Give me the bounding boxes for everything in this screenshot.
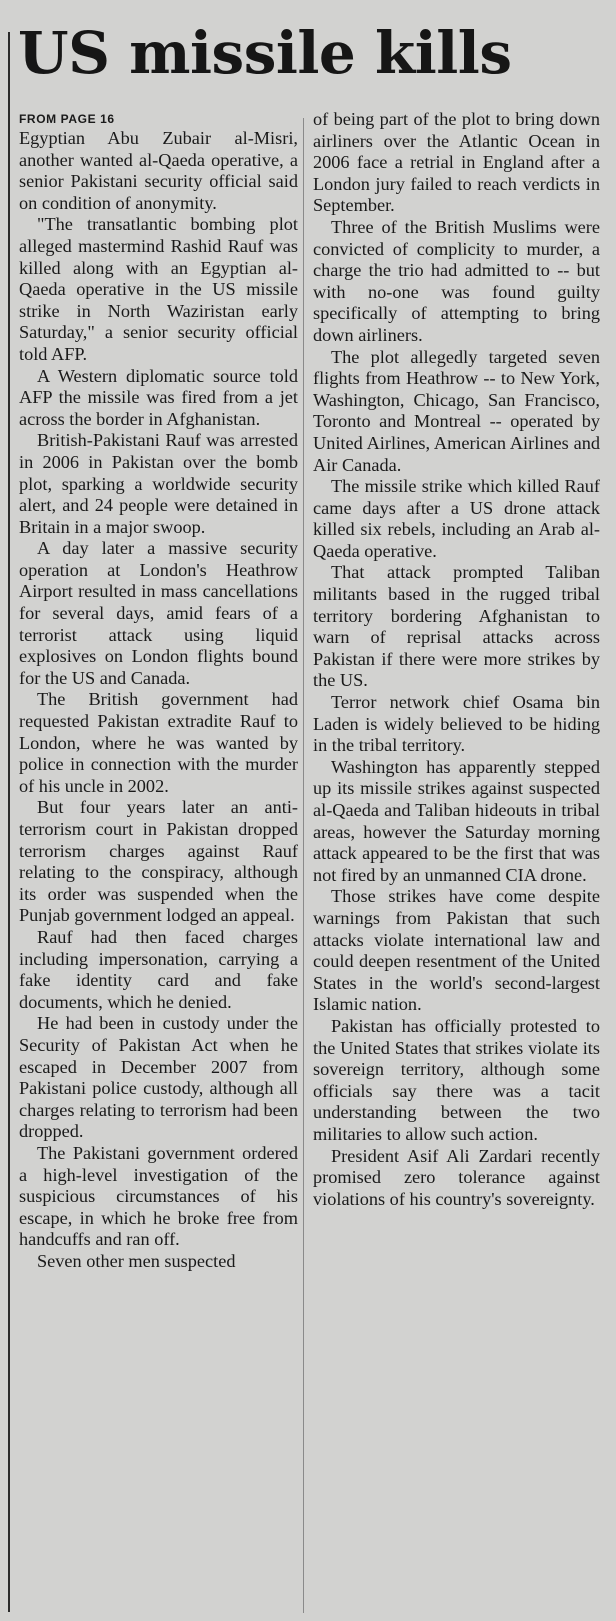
column-divider [303, 118, 304, 1613]
paragraph: Terror network chief Osama bin Laden is widely believed to be hiding in the tribal territory. [313, 692, 600, 756]
paragraph: But four years later an anti-terrorism court in Pakistan dropped terrorism charges against Rauf relating to the conspiracy, although its order was suspended when the Punjab government lodged an appeal. [19, 797, 298, 926]
paragraph: "The transatlantic bombing plot alleged mastermind Rashid Rauf was killed along with an Egyptian al-Qaeda operative in the US missile strike in North Waziristan early Saturday," a senior security official told AFP. [19, 214, 298, 364]
paragraph: Those strikes have come despite warnings from Pakistan that such attacks violate international law and could deepen resentment of the United States in the world's second-largest Islamic nation. [313, 886, 600, 1015]
paragraph: Washington has apparently stepped up its missile strikes against suspected al-Qaeda and Taliban hideouts in tribal areas, however the Saturday morning attack appeared to be the first that was not fired by an unmanned CIA drone. [313, 756, 600, 885]
paragraph: A Western diplomatic source told AFP the missile was fired from a jet across the border in Afghanistan. [19, 365, 298, 429]
paragraph: Egyptian Abu Zubair al-Misri, another wanted al-Qaeda operative, a senior Pakistani security official said on condition of anonymity. [19, 128, 298, 213]
paragraph: of being part of the plot to bring down airliners over the Atlantic Ocean in 2006 face a retrial in England after a London jury failed to reach verdicts in September. [313, 109, 600, 216]
paragraph: A day later a massive security operation at London's Heathrow Airport resulted in mass cancellations for several days, amid fears of a terrorist attack using liquid explosives on London flights bound for the US and Canada. [19, 538, 298, 688]
paragraph: That attack prompted Taliban militants based in the rugged tribal territory bordering Afghanistan to warn of reprisal attacks across Pakistan if there were more strikes by the US. [313, 562, 600, 691]
paragraph: British-Pakistani Rauf was arrested in 2006 in Pakistan over the bomb plot, sparking a worldwide security alert, and 24 people were detained in Britain in a major swoop. [19, 430, 298, 537]
dateline: FROM PAGE 16 [19, 112, 115, 126]
left-border-rule [8, 32, 10, 1612]
paragraph: The missile strike which killed Rauf came days after a US drone attack killed six rebels, including an Arab al-Qaeda operative. [313, 476, 600, 561]
paragraph: He had been in custody under the Security of Pakistan Act when he escaped in December 2007 from Pakistani police custody, although all charges relating to terrorism had been dropped. [19, 1013, 298, 1142]
paragraph: The Pakistani government ordered a high-level investigation of the suspicious circumstances of his escape, in which he broke free from handcuffs and ran off. [19, 1142, 298, 1250]
paragraph: Seven other men suspected [37, 1250, 236, 1271]
left-column [19, 113, 298, 1272]
paragraph: President Asif Ali Zardari recently promised zero tolerance against violations of his country's sovereignty. [313, 1145, 600, 1209]
paragraph: The plot allegedly targeted seven flights from Heathrow -- to New York, Washington, Chicago, San Francisco, Toronto and Montreal -- operated by United Airlines, American Airlines and Air Canada. [313, 346, 600, 475]
paragraph: Rauf had then faced charges including impersonation, carrying a fake identity card and fake documents, which he denied. [19, 926, 298, 1012]
paragraph: The British government had requested Pakistan extradite Rauf to London, where he was wanted by police in connection with the murder of his uncle in 2002. [19, 689, 298, 796]
right-column [313, 109, 600, 1210]
paragraph: Three of the British Muslims were convicted of complicity to murder, a charge the trio had admitted to -- but with no-one was found guilty specifically of attempting to bring down airliners. [313, 216, 600, 345]
headline: US missile kills [18, 19, 512, 87]
paragraph: Pakistan has officially protested to the United States that strikes violate its sovereign territory, although some officials say there was a tacit understanding between the two militaries to allow such action. [313, 1015, 600, 1144]
